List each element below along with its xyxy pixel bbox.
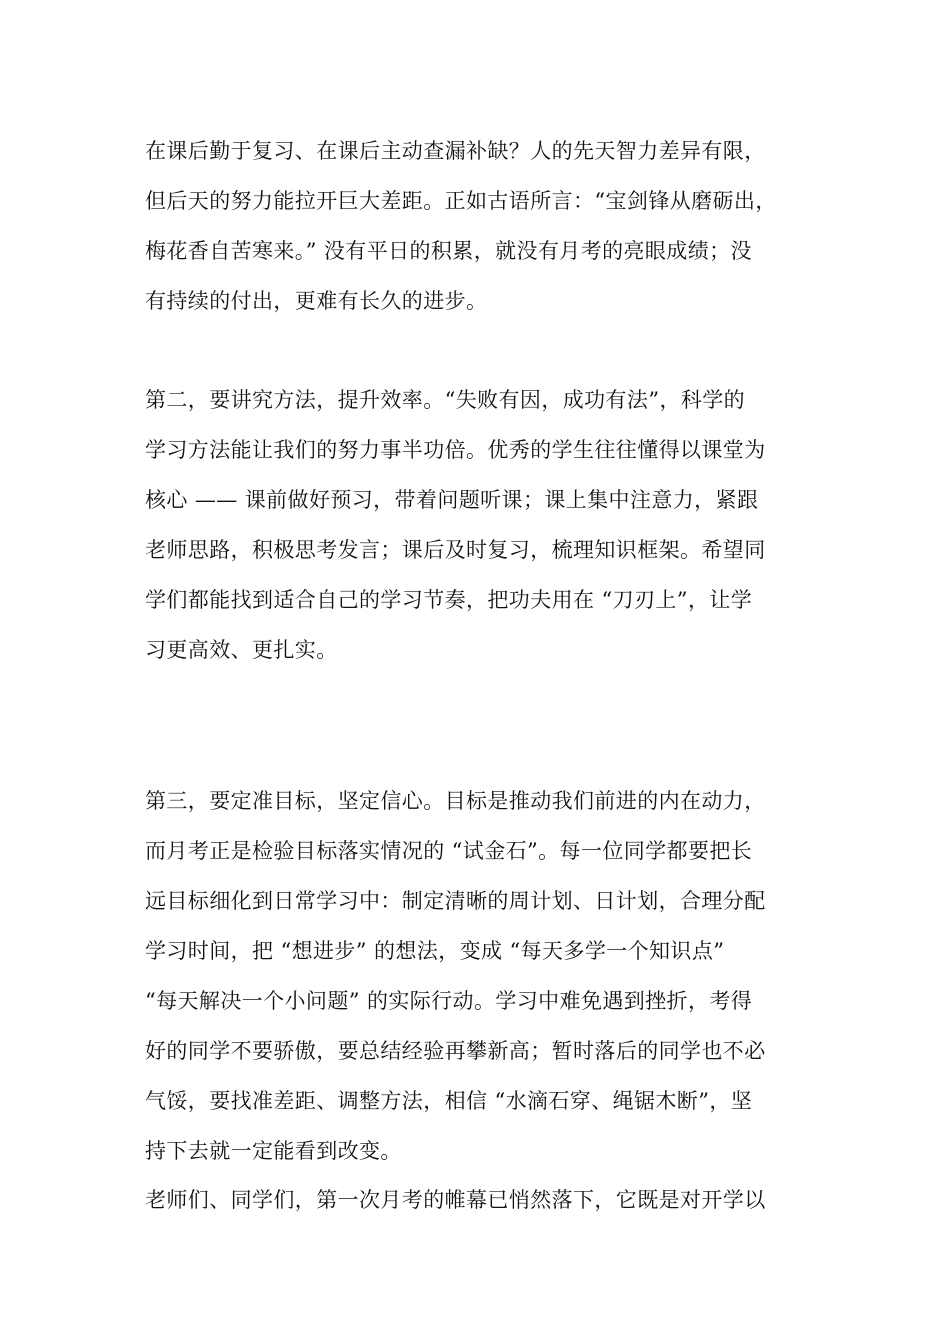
- text-line: “每天解决一个小问题” 的实际行动。学习中难免遇到挫折，考得: [145, 989, 753, 1013]
- text-line: 老师们、同学们，第一次月考的帷幕已悄然落下，它既是对开学以: [145, 1188, 766, 1212]
- text-line: 老师思路，积极思考发言；课后及时复习，梳理知识框架。希望同: [145, 538, 766, 562]
- paragraph-closing: [145, 1175, 825, 1225]
- text-line: 第二，要讲究方法，提升效率。“失败有因，成功有法”，科学的: [145, 388, 746, 412]
- text-line: 第三，要定准目标，坚定信心。目标是推动我们前进的内在动力，: [145, 789, 766, 813]
- text-line: 核心 —— 课前做好预习，带着问题听课；课上集中注意力，紧跟: [145, 488, 759, 512]
- text-line: 学们都能找到适合自己的学习节奏，把功夫用在 “刀刃上”，让学: [145, 588, 753, 612]
- text-line: 远目标细化到日常学习中：制定清晰的周计划、日计划，合理分配: [145, 889, 766, 913]
- text-line: 但后天的努力能拉开巨大差距。正如古语所言：“宝剑锋从磨砺出，: [145, 189, 777, 213]
- text-line: 有持续的付出，更难有长久的进步。: [145, 289, 488, 313]
- text-line: 习更高效、更扎实。: [145, 638, 338, 662]
- text-line: 而月考正是检验目标落实情况的 “试金石”。每一位同学都要把长: [145, 839, 753, 863]
- paragraph-review-effort: [145, 126, 825, 326]
- text-line: 学习时间，把 “想进步” 的想法，变成 “每天多学一个知识点”: [145, 939, 725, 963]
- text-line: 在课后勤于复习、在课后主动查漏补缺？人的先天智力差异有限，: [145, 139, 766, 163]
- paragraph-method-efficiency: [145, 375, 825, 675]
- text-line: 气馁，要找准差距、调整方法，相信 “水滴石穿、绳锯木断”，坚: [145, 1089, 753, 1113]
- paragraph-goals-confidence: [145, 776, 825, 1176]
- text-line: 持下去就一定能看到改变。: [145, 1139, 402, 1163]
- text-line: 学习方法能让我们的努力事半功倍。优秀的学生往往懂得以课堂为: [145, 438, 766, 462]
- text-line: 好的同学不要骄傲，要总结经验再攀新高；暂时落后的同学也不必: [145, 1039, 766, 1063]
- text-line: 梅花香自苦寒来。” 没有平日的积累，就没有月考的亮眼成绩；没: [145, 239, 752, 263]
